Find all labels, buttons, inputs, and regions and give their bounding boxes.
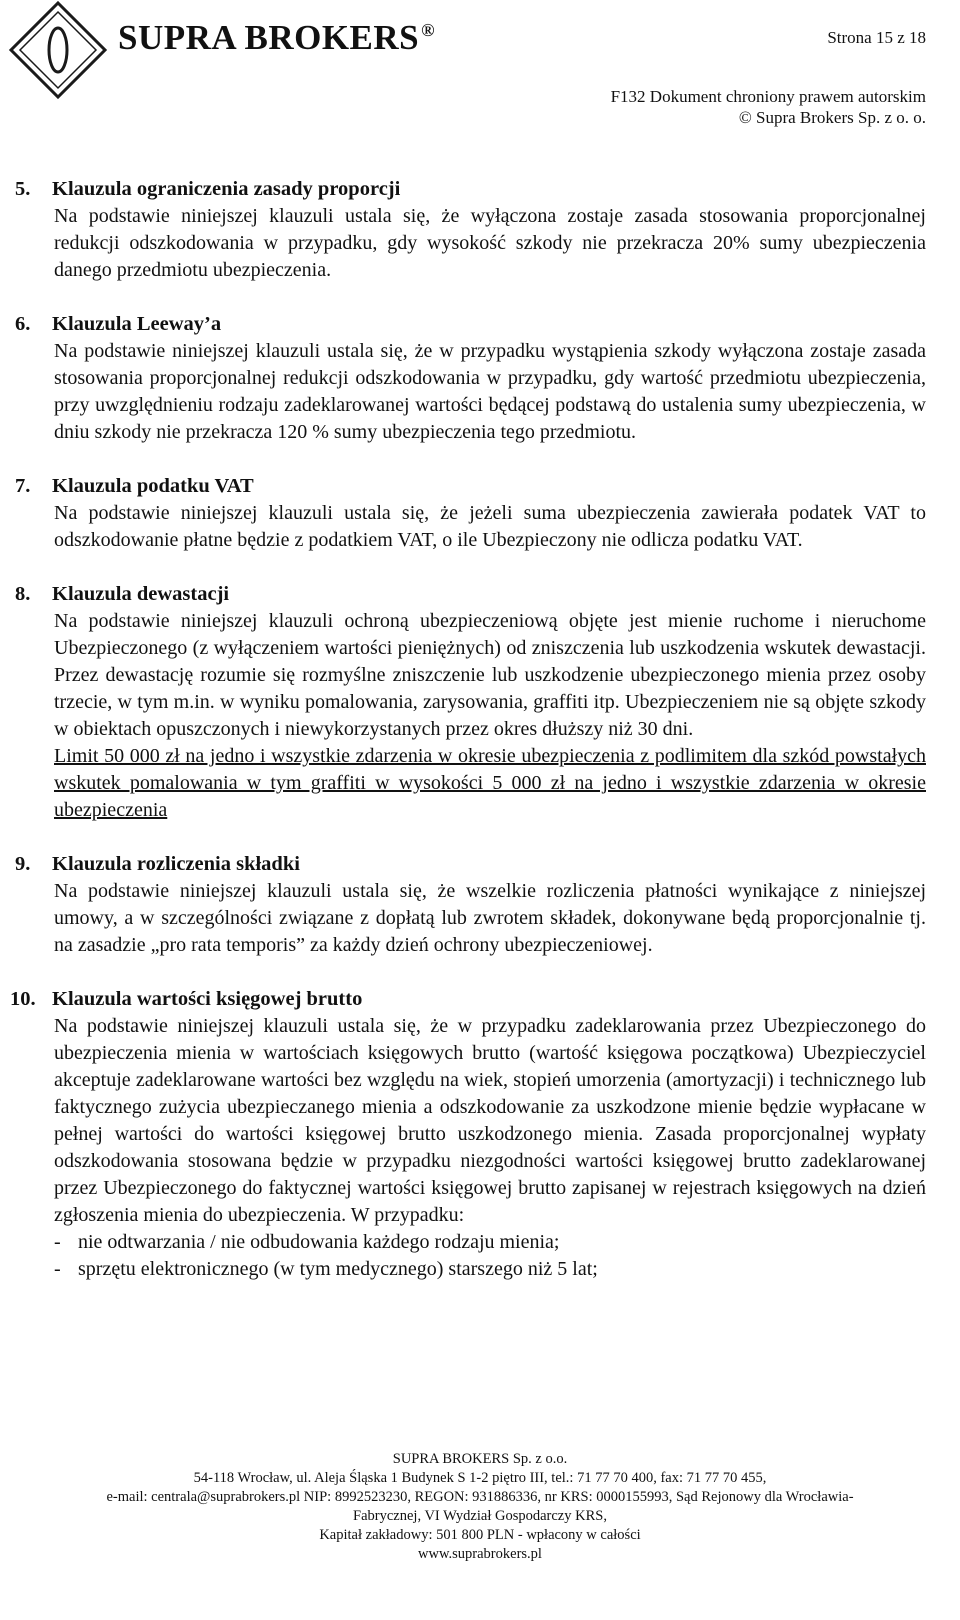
document-code: F132 Dokument chroniony prawem autorskim xyxy=(610,87,926,106)
clause-9 xyxy=(0,851,960,959)
clause-8 xyxy=(0,581,960,824)
clause-heading: 9. Klauzula rozliczenia składki xyxy=(15,853,300,875)
clause-6 xyxy=(0,311,960,446)
list-item: - nie odtwarzania / nie odbudowania każdego rodzaju mienia; xyxy=(54,1231,560,1253)
page-header xyxy=(0,0,960,140)
footer-company: SUPRA BROKERS Sp. z o.o. xyxy=(392,1451,568,1467)
footer-address: 54-118 Wrocław, ul. Aleja Śląska 1 Budynek S 1-2 piętro III, tel.: 71 77 70 400, fax: 71 77 70 455, xyxy=(193,1470,767,1486)
clause-text: Na podstawie niniejszej klauzuli ustala się, że wszelkie rozliczenia płatności wynikające z niniejszej umowy, a w szczególności związane z dopłatą lub zwrotem składek, dokonywane będą proporcjonalnie tj. na zasadzie „pro rata temporis” za każdy dzień ochrony ubezpieczeniowej. xyxy=(54,880,926,956)
footer-registry: e-mail: centrala@suprabrokers.pl NIP: 8992523230, REGON: 931886336, nr KRS: 0000155993, Sąd Rejonowy dla Wrocławia- xyxy=(106,1489,854,1505)
copyright-notice: © Supra Brokers Sp. z o. o. xyxy=(738,108,926,127)
footer-court: Fabrycznej, VI Wydział Gospodarczy KRS, xyxy=(353,1508,607,1524)
clause-7 xyxy=(0,473,960,554)
clause-limit: Limit 50 000 zł na jedno i wszystkie zdarzenia w okresie ubezpieczenia z podlimitem dla szkód powstałych wskutek pomalowania w tym graffiti w wysokości 5 000 zł na jedno i wszystkie zdarzenia w okresie ubezpieczenia xyxy=(54,745,926,821)
page-footer xyxy=(0,1450,960,1564)
clause-text: Na podstawie niniejszej klauzuli ustala się, że wyłączona zostaje zasada stosowania proporcjonalnej redukcji odszkodowania w przypadku, gdy wysokość szkody nie przekracza 20% sumy ubezpieczenia danego przedmiotu ubezpieczenia. xyxy=(54,205,926,281)
clause-text: Na podstawie niniejszej klauzuli ustala się, że jeżeli suma ubezpieczenia zawierała podatek VAT to odszkodowanie płatne będzie z podatkiem VAT, o ile Ubezpieczony nie odlicza podatku VAT. xyxy=(54,502,926,551)
clause-10 xyxy=(0,986,960,1283)
footer-website: www.suprabrokers.pl xyxy=(418,1546,542,1562)
list-item: - sprzętu elektronicznego (w tym medycznego) starszego niż 5 lat; xyxy=(54,1258,598,1280)
page-number: Strona 15 z 18 xyxy=(827,28,926,47)
clause-heading: 10. Klauzula wartości księgowej brutto xyxy=(10,988,363,1010)
document-body xyxy=(0,176,960,1283)
footer-capital: Kapitał zakładowy: 501 800 PLN - wpłacony w całości xyxy=(319,1527,641,1543)
clause-heading: 5. Klauzula ograniczenia zasady proporcji xyxy=(15,178,401,200)
logo-wordmark: SUPRA BROKERS ® xyxy=(118,18,436,57)
clause-text: Na podstawie niniejszej klauzuli ustala się, że w przypadku zadeklarowania przez Ubezpieczonego do ubezpieczenia mienia w wartościach księgowych brutto (wartość księgowa początkowa) Ubezpieczyciel akceptuje zadeklarowane wartości bez względu na wiek, stopień umorzenia (amortyzacji) i technicznego lub faktycznego zużycia ubezpieczanego mienia a odszkodowanie za uszkodzone mienie będzie wypłacane w pełnej wartości do wartości księgowej brutto uszkodzonego mienia. Zasada proporcjonalnej wypłaty odszkodowania stosowana będzie w przypadku niezgodności wartości księgowej brutto zadeklarowanej przez Ubezpieczonego do faktycznej wartości księgowej brutto zapisanej w rejestrach księgowych na dzień zgłoszenia mienia do ubezpieczenia. W przypadku: xyxy=(54,1015,926,1226)
clause-text: Na podstawie niniejszej klauzuli ustala się, że w przypadku wystąpienia szkody wyłączona zostaje zasada stosowania proporcjonalnej redukcji odszkodowania w przypadku, gdy wartość przedmiotu ubezpieczenia, przy uwzględnieniu rodzaju zadeklarowanej wartości będącej podstawą do ustalenia sumy ubezpieczenia, w dniu szkody nie przekracza 120 % sumy ubezpieczenia tego przedmiotu. xyxy=(54,340,926,443)
clause-heading: 7. Klauzula podatku VAT xyxy=(15,475,254,497)
clause-text: Na podstawie niniejszej klauzuli ochroną ubezpieczeniową objęte jest mienie ruchome i nieruchome Ubezpieczonego (z wyłączeniem wartości pieniężnych) od zniszczenia lub uszkodzenia wskutek dewastacji. Przez dewastację rozumie się rozmyślne zniszczenie lub uszkodzenie ubezpieczonego mienia przez osoby trzecie, w tym m.in. w wyniku pomalowania, zarysowania, graffiti itp. Ubezpieczeniem nie są objęte szkody w obiektach opuszczonych i niewykorzystanych przez okres dłuższy niż 30 dni. xyxy=(54,610,926,740)
logo-diamond-icon xyxy=(8,0,108,100)
company-logo xyxy=(8,0,478,100)
clause-heading: 6. Klauzula Leeway’a xyxy=(15,313,222,335)
clause-heading: 8. Klauzula dewastacji xyxy=(15,583,230,605)
clause-5 xyxy=(0,176,960,284)
